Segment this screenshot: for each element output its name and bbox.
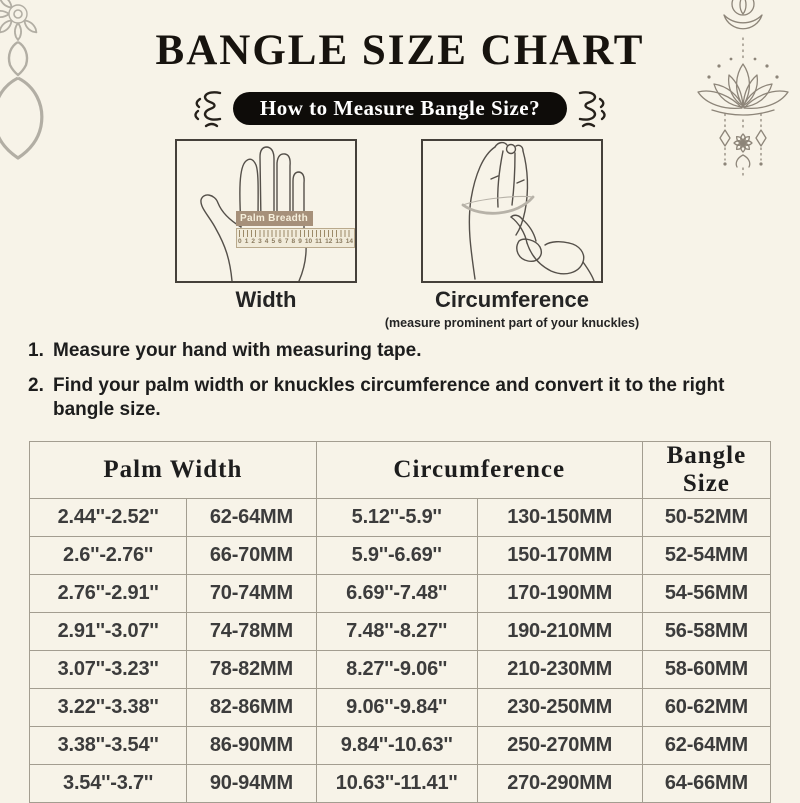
- instruction-item: [28, 339, 752, 364]
- table-cell: 5.12''-5.9'': [316, 499, 477, 537]
- table-cell: 78-82MM: [187, 651, 317, 689]
- table-row: [30, 575, 771, 613]
- table-cell: 10.63''-11.41'': [316, 765, 477, 803]
- circumference-hand-illustration-icon: [423, 141, 601, 281]
- table-row: [30, 613, 771, 651]
- table-cell: 270-290MM: [477, 765, 642, 803]
- table-cell: 82-86MM: [187, 689, 317, 727]
- how-to-measure-pill: How to Measure Bangle Size?: [233, 92, 567, 125]
- table-cell: 2.6''-2.76'': [30, 537, 187, 575]
- table-cell: 170-190MM: [477, 575, 642, 613]
- table-cell: 3.07''-3.23'': [30, 651, 187, 689]
- table-cell: 64-66MM: [642, 765, 770, 803]
- header-circumference: Circumference: [316, 442, 642, 499]
- instruction-text: Find your palm width or knuckles circumference and convert it to the right bangle size.: [53, 374, 725, 421]
- table-cell: 2.44''-2.52'': [30, 499, 187, 537]
- palm-breadth-label: Palm Breadth: [236, 211, 313, 226]
- table-cell: 9.84''-10.63'': [316, 727, 477, 765]
- table-cell: 190-210MM: [477, 613, 642, 651]
- figure-captions: [175, 287, 640, 330]
- page-title: BANGLE SIZE CHART: [155, 27, 645, 74]
- table-cell: 8.27''-9.06'': [316, 651, 477, 689]
- circumference-figure: [421, 139, 603, 283]
- table-cell: 2.91''-3.07'': [30, 613, 187, 651]
- header-palm-width: Palm Width: [30, 442, 317, 499]
- table-row: [30, 689, 771, 727]
- table-cell: 9.06''-9.84'': [316, 689, 477, 727]
- instructions-list: [28, 339, 752, 433]
- table-row: [30, 765, 771, 803]
- instruction-text: Measure your hand with measuring tape.: [53, 340, 422, 361]
- table-cell: 250-270MM: [477, 727, 642, 765]
- measurement-figures: [175, 139, 603, 283]
- table-cell: 90-94MM: [187, 765, 317, 803]
- instruction-item: [28, 374, 752, 423]
- palm-width-figure: [175, 139, 357, 283]
- table-cell: 210-230MM: [477, 651, 642, 689]
- table-cell: 86-90MM: [187, 727, 317, 765]
- circumference-caption: Circumference: [434, 287, 590, 312]
- table-cell: 130-150MM: [477, 499, 642, 537]
- flourish-right-icon: [576, 86, 608, 130]
- size-conversion-table: [29, 441, 771, 803]
- table-cell: 52-54MM: [642, 537, 770, 575]
- flourish-left-icon: [192, 86, 224, 130]
- table-cell: 2.76''-2.91'': [30, 575, 187, 613]
- table-row: [30, 727, 771, 765]
- subtitle-row: [0, 86, 800, 130]
- ruler: [236, 228, 355, 248]
- header-bangle-size: Bangle Size: [642, 442, 770, 499]
- table-cell: 60-62MM: [642, 689, 770, 727]
- table-cell: 3.54''-3.7'': [30, 765, 187, 803]
- table-cell: 66-70MM: [187, 537, 317, 575]
- ruler-numbers: 0 1 2 3 4 5 6 7 8 9 10 11 12 13 14: [238, 238, 353, 245]
- table-cell: 58-60MM: [642, 651, 770, 689]
- width-caption: Width: [235, 287, 297, 312]
- table-cell: 54-56MM: [642, 575, 770, 613]
- table-cell: 5.9''-6.69'': [316, 537, 477, 575]
- table-cell: 3.38''-3.54'': [30, 727, 187, 765]
- table-cell: 3.22''-3.38'': [30, 689, 187, 727]
- table-cell: 74-78MM: [187, 613, 317, 651]
- table-row: [30, 651, 771, 689]
- instruction-number: 1.: [28, 340, 44, 361]
- table-cell: 7.48''-8.27'': [316, 613, 477, 651]
- table-header-row: [30, 442, 771, 499]
- table-cell: 50-52MM: [642, 499, 770, 537]
- instruction-number: 2.: [28, 374, 44, 396]
- table-cell: 56-58MM: [642, 613, 770, 651]
- table-cell: 150-170MM: [477, 537, 642, 575]
- table-row: [30, 499, 771, 537]
- table-row: [30, 537, 771, 575]
- ruler-ticks: [239, 230, 352, 237]
- circumference-note: (measure prominent part of your knuckles): [384, 316, 640, 330]
- table-cell: 6.69''-7.48'': [316, 575, 477, 613]
- table-cell: 70-74MM: [187, 575, 317, 613]
- table-cell: 62-64MM: [187, 499, 317, 537]
- table-cell: 62-64MM: [642, 727, 770, 765]
- table-cell: 230-250MM: [477, 689, 642, 727]
